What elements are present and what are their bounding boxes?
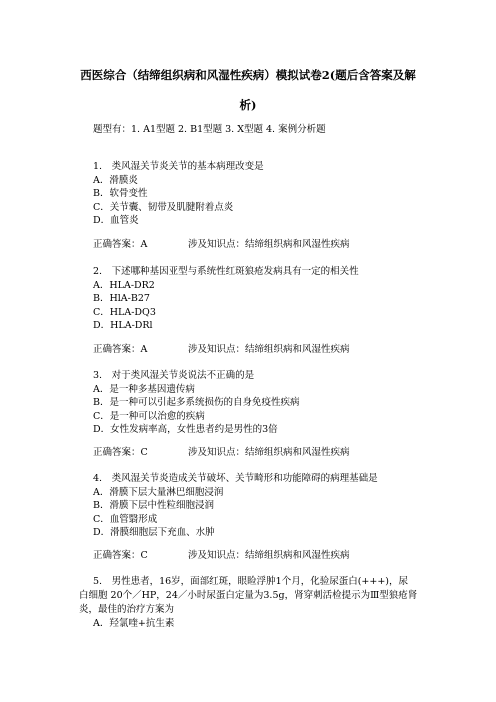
correct-answer: 正确答案：A <box>93 344 148 355</box>
option-c: C．血管翳形成 <box>93 513 158 525</box>
option-a: A．HLA-DR2 <box>93 279 155 291</box>
knowledge-topic: 涉及知识点：结缔组织病和风湿性疾病 <box>188 447 350 458</box>
option-b: B．HlA-B27 <box>93 293 150 304</box>
option-a: A．滑膜下层大量淋巴细胞浸润 <box>93 486 224 498</box>
option-b: B．软骨变性 <box>93 188 148 199</box>
question-1 <box>93 160 264 228</box>
correct-answer: 正确答案：A <box>93 239 148 250</box>
option-b: B．是一种可以引起多系统损伤的自身免疫性疾病 <box>93 397 300 408</box>
question-types: 题型有：1. A1型题 2. B1型题 3. X型题 4. 案例分析题 <box>93 124 326 135</box>
question-stem: 3. 对于类风湿关节炎说法不正确的是 <box>93 370 255 381</box>
question-stem-line2: 白细胞 20个／HP，24／小时尿蛋白定量为3.5g，肾穿刺活检提示为Ⅲ型狼疮肾 <box>79 590 418 601</box>
answer-line-2 <box>93 343 350 356</box>
document-title-line2: 析) <box>239 98 257 112</box>
option-c: C．HLA-DQ3 <box>93 306 156 318</box>
option-d: D．血管炎 <box>93 215 139 226</box>
answer-line-1 <box>93 238 350 251</box>
question-stem: 1. 类风湿关节炎关节的基本病理改变是 <box>93 161 264 172</box>
option-a: A．滑膜炎 <box>93 174 138 186</box>
option-d: D．滑膜细胞层下充血、水肿 <box>93 527 215 538</box>
option-a: A．羟氯喹+抗生素 <box>93 618 175 629</box>
answer-line-3 <box>93 446 350 459</box>
knowledge-topic: 涉及知识点：结缔组织病和风湿性疾病 <box>188 344 350 355</box>
question-2 <box>93 265 359 333</box>
question-stem: 4. 类风湿关节炎造成关节破坏、关节畸形和功能障碍的病理基础是 <box>93 473 378 484</box>
question-4 <box>93 472 378 540</box>
knowledge-topic: 涉及知识点：结缔组织病和风湿性疾病 <box>188 550 350 561</box>
option-b: B．滑膜下层中性粒细胞浸润 <box>93 500 214 511</box>
question-stem-line3: 炎，最佳的治疗方案为 <box>79 604 175 615</box>
answer-line-4 <box>93 549 350 562</box>
correct-answer: 正确答案：C <box>93 447 148 458</box>
correct-answer: 正确答案：C <box>93 550 148 561</box>
option-a: A．是一种多基因遗传病 <box>93 383 195 395</box>
question-3 <box>93 369 299 437</box>
option-c: C．是一种可以治愈的疾病 <box>93 410 205 422</box>
knowledge-topic: 涉及知识点：结缔组织病和风湿性疾病 <box>188 239 350 250</box>
document-title-line1: 西医综合（结缔组织病和风湿性疾病）模拟试卷2(题后含答案及解 <box>80 68 416 82</box>
option-d: D．女性发病率高，女性患者约是男性的3倍 <box>93 424 278 435</box>
question-stem: 2. 下述哪种基因亚型与系统性红斑狼疮发病具有一定的相关性 <box>93 266 359 277</box>
question-5 <box>79 575 423 631</box>
option-d: D．HLA-DRl <box>93 320 153 331</box>
question-stem-line1: 5. 男性患者，16岁，面部红斑，眼睑浮肿1个月，化验尿蛋白(+++)，尿 <box>93 576 408 587</box>
option-c: C．关节囊、韧带及肌腱附着点炎 <box>93 201 234 213</box>
